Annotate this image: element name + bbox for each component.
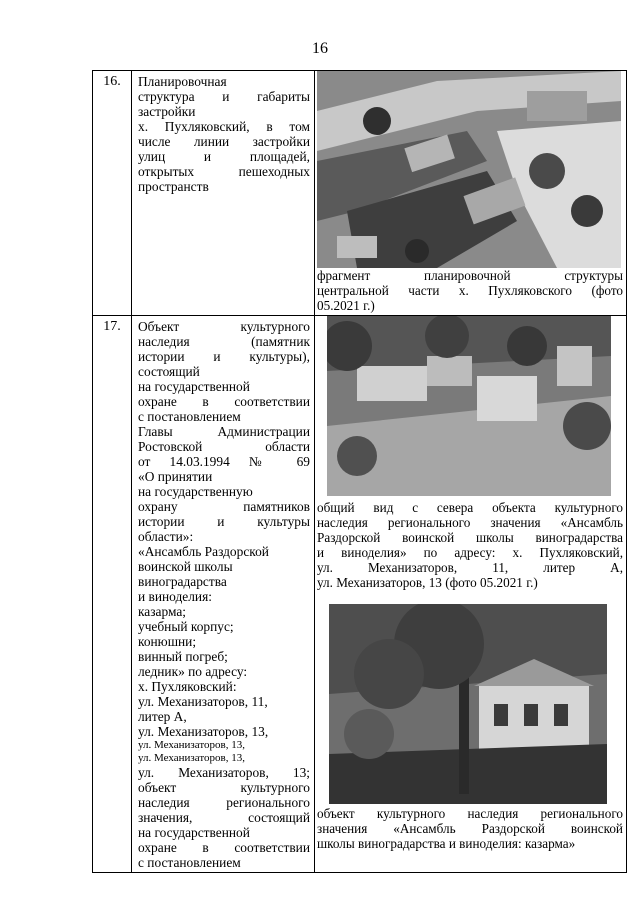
- description-line: на государственной: [138, 825, 250, 840]
- description-line: застройки: [138, 104, 196, 119]
- description-line: объект культурного: [138, 780, 310, 795]
- caption-line: ул. Механизаторов, 13 (фото 05.2021 г.): [317, 575, 538, 590]
- barracks-image: [329, 604, 607, 804]
- description-line: структура и габариты: [138, 89, 310, 104]
- description-line: открытых пешеходных: [138, 164, 310, 179]
- description-line: воинской школы: [138, 559, 233, 574]
- description-line: охрану памятников: [138, 499, 310, 514]
- photo-caption-barracks: [317, 806, 623, 851]
- description-line: ледник» по адресу:: [138, 664, 248, 679]
- row-description: [132, 71, 315, 316]
- description-line: Ростовской области: [138, 439, 310, 454]
- caption-line: фрагмент планировочной структуры: [317, 268, 623, 283]
- description-line: «О принятии: [138, 469, 213, 484]
- description-line: числе линии застройки: [138, 134, 310, 149]
- table-row-17: [93, 316, 627, 873]
- description-line: и виноделия:: [138, 589, 212, 604]
- caption-line: и виноделия» по адресу: х. Пухляковский,: [317, 545, 623, 560]
- description-line: на государственной: [138, 379, 250, 394]
- description-line: истории и культуры),: [138, 349, 310, 364]
- table-row-16: [93, 71, 627, 316]
- description-line: казарма;: [138, 604, 187, 619]
- row-description: [132, 316, 315, 873]
- description-line: охране в соответствии: [138, 394, 310, 409]
- caption-line: центральной части х. Пухляковского (фото: [317, 283, 623, 298]
- caption-line: значения «Ансамбль Раздорской воинской: [317, 821, 623, 836]
- description-line: ул. Механизаторов, 13,: [138, 724, 269, 739]
- caption-line: ул. Механизаторов, 11, литер А,: [317, 560, 623, 575]
- description-line: наследия регионального: [138, 795, 310, 810]
- description-line: ул. Механизаторов, 13,: [138, 752, 245, 764]
- photo-barracks: [329, 604, 607, 804]
- description-line: винный погреб;: [138, 649, 228, 664]
- description-line: Объект культурного: [138, 319, 310, 334]
- caption-line: объект культурного наследия регионального: [317, 806, 623, 821]
- description-line: виноградарства: [138, 574, 227, 589]
- photo-caption: [317, 268, 623, 313]
- description-line: ул. Механизаторов, 13;: [138, 765, 310, 780]
- row-number: 17.: [93, 316, 132, 873]
- photo-caption-north-view: [317, 500, 623, 590]
- row-photo-cell: [315, 71, 627, 316]
- description-line: истории и культуры: [138, 514, 310, 529]
- north-view-image: [327, 316, 611, 496]
- description-line: от 14.03.1994 № 69: [138, 454, 310, 469]
- description-line: ул. Механизаторов, 11,: [138, 694, 268, 709]
- caption-line: общий вид с севера объекта культурного: [317, 500, 623, 515]
- description-line: ул. Механизаторов, 13,: [138, 739, 245, 751]
- description-line: х. Пухляковский:: [138, 679, 237, 694]
- description-line: наследия (памятник: [138, 334, 310, 349]
- caption-line: Раздорской воинской школы виноградарства: [317, 530, 623, 545]
- row-number: 16.: [93, 71, 132, 316]
- aerial-photo-planning-structure: [317, 71, 621, 268]
- photo-north-view: [327, 316, 611, 496]
- description-line: на государственную: [138, 484, 253, 499]
- monuments-table: [92, 70, 627, 873]
- description-line: улиц и площадей,: [138, 149, 310, 164]
- aerial-photo-image: [317, 71, 621, 268]
- page-number: 16: [312, 40, 328, 57]
- description-line: значения, состоящий: [138, 810, 310, 825]
- description-line: литер А,: [138, 709, 187, 724]
- description-line: учебный корпус;: [138, 619, 234, 634]
- row-photo-cell: [315, 316, 627, 873]
- description-line: «Ансамбль Раздорской: [138, 544, 269, 559]
- description-line: Планировочная: [138, 74, 227, 89]
- caption-line: школы виноградарства и виноделия: казарма»: [317, 836, 576, 851]
- description-line: с постановлением: [138, 855, 241, 870]
- description-line: области»:: [138, 529, 194, 544]
- description-line: состоящий: [138, 364, 200, 379]
- description-line: с постановлением: [138, 409, 241, 424]
- description-line: х. Пухляковский, в том: [138, 119, 310, 134]
- caption-line: 05.2021 г.): [317, 298, 375, 313]
- description-line: пространств: [138, 179, 209, 194]
- description-line: охране в соответствии: [138, 840, 310, 855]
- caption-line: наследия регионального значения «Ансамбль: [317, 515, 623, 530]
- description-line: конюшни;: [138, 634, 197, 649]
- description-line: Главы Администрации: [138, 424, 310, 439]
